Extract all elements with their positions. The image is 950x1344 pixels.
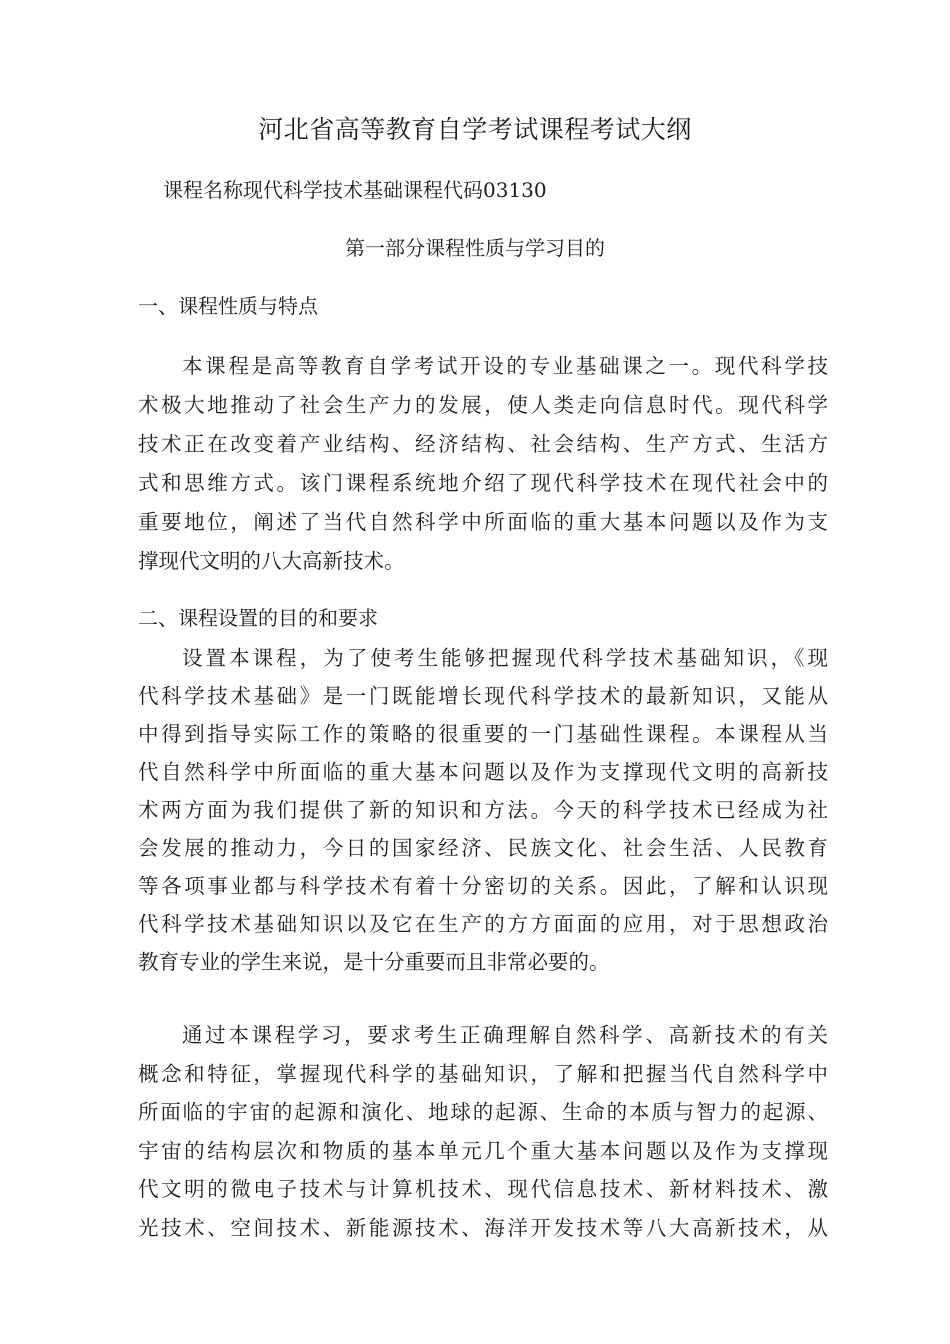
paragraph-line: 本课程是高等教育自学考试开设的专业基础课之一。现代科学技 bbox=[182, 354, 828, 378]
paragraph-line: 设置本课程，为了使考生能够把握现代科学技术基础知识，《现 bbox=[182, 646, 828, 670]
paragraph-line: 术极大地推动了社会生产力的发展，使人类走向信息时代。现代科学 bbox=[138, 393, 828, 417]
paragraph-learning-requirements bbox=[138, 1016, 828, 1247]
paragraph-line: 重要地位，阐述了当代自然科学中所面临的重大基本问题以及作为支 bbox=[138, 510, 828, 534]
paragraph-line: 技术正在改变着产业结构、经济结构、社会结构、生产方式、生活方 bbox=[138, 432, 828, 456]
paragraph-line: 通过本课程学习，要求考生正确理解自然科学、高新技术的有关 bbox=[182, 1023, 828, 1047]
paragraph-line: 所面临的宇宙的起源和演化、地球的起源、生命的本质与智力的起源、 bbox=[138, 1100, 828, 1124]
paragraph-line: 中得到指导实际工作的策略的很重要的一门基础性课程。本课程从当 bbox=[138, 722, 828, 746]
course-info: 课程名称现代科学技术基础课程代码03130 bbox=[163, 178, 547, 202]
paragraph-line: 代文明的微电子技术与计算机技术、现代信息技术、新材料技术、激 bbox=[138, 1177, 828, 1201]
paragraph-line: 式和思维方式。该门课程系统地介绍了现代科学技术在现代社会中的 bbox=[138, 471, 828, 495]
paragraph-line: 代科学技术基础知识以及它在生产的方方面面的应用，对于思想政治 bbox=[138, 912, 828, 936]
paragraph-course-purpose bbox=[138, 639, 828, 981]
document-title: 河北省高等教育自学考试课程考试大纲 bbox=[258, 115, 692, 144]
paragraph-line: 光技术、空间技术、新能源技术、海洋开发技术等八大高新技术，从 bbox=[138, 1215, 828, 1240]
paragraph-line: 代科学技术基础》是一门既能增长现代科学技术的最新知识，又能从 bbox=[138, 684, 828, 708]
paragraph-line: 会发展的推动力，今日的国家经济、民族文化、社会生活、人民教育 bbox=[138, 836, 828, 860]
section-heading-nature: 一、课程性质与特点 bbox=[138, 294, 318, 318]
paragraph-line: 术两方面为我们提供了新的知识和方法。今天的科学技术已经成为社 bbox=[138, 798, 828, 822]
paragraph-course-nature bbox=[138, 347, 828, 581]
paragraph-line: 撑现代文明的八大高新技术。 bbox=[138, 549, 405, 573]
paragraph-line: 宇宙的结构层次和物质的基本单元几个重大基本问题以及作为支撑现 bbox=[138, 1138, 828, 1163]
paragraph-line: 概念和特征，掌握现代科学的基础知识，了解和把握当代自然科学中 bbox=[138, 1061, 828, 1086]
section-heading-purpose: 二、课程设置的目的和要求 bbox=[138, 606, 378, 630]
part-heading: 第一部分课程性质与学习目的 bbox=[345, 236, 605, 260]
paragraph-line: 代自然科学中所面临的重大基本问题以及作为支撑现代文明的高新技 bbox=[138, 760, 828, 784]
paragraph-line: 等各项事业都与科学技术有着十分密切的关系。因此，了解和认识现 bbox=[138, 874, 828, 898]
paragraph-line: 教育专业的学生来说，是十分重要而且非常必要的。 bbox=[138, 950, 610, 974]
